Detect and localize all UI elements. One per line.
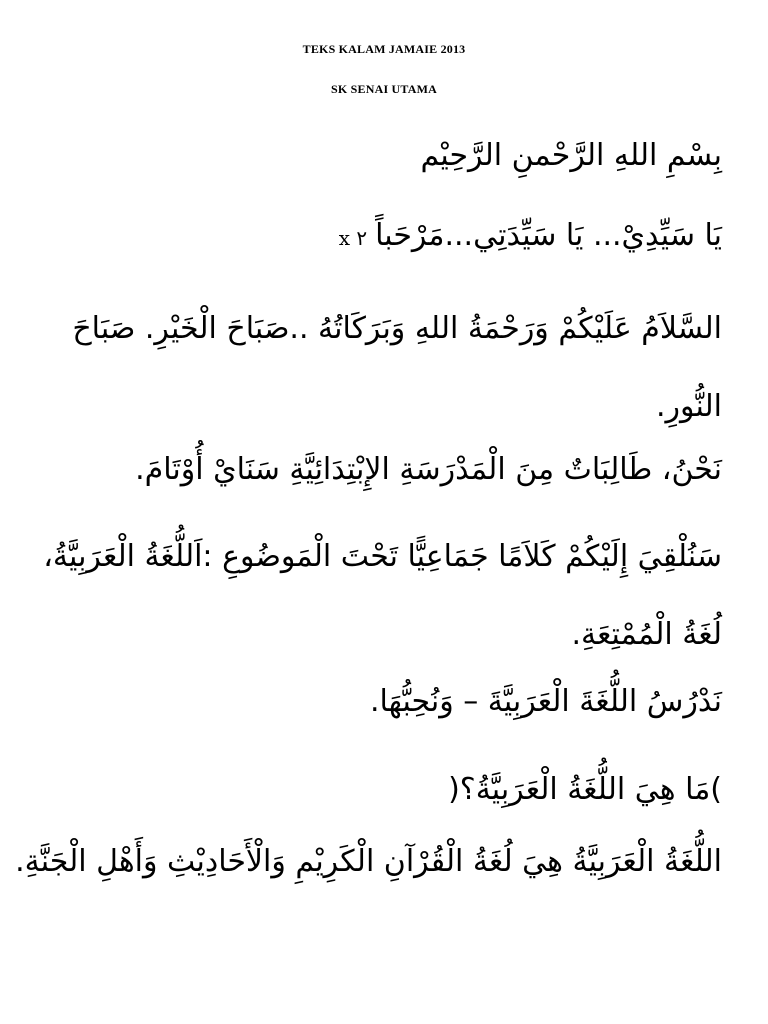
study-line: نَدْرُسُ اللُّغَةَ الْعَرَبِيَّةَ – وَنُحِبُّهَا. <box>369 684 722 719</box>
salam-paragraph: السَّلاَمُ عَلَيْكُمْ وَرَحْمَةُ اللهِ وَبَرَكَاتُهُ ..صَبَاحَ الْخَيْرِ. صَبَاحَ النُّورِ. <box>72 311 722 424</box>
intro-line: نَحْنُ، طَالِبَاتٌ مِنَ الْمَدْرَسَةِ الإِبْتِدَائِيَّةِ سَنَايْ أُوْتَامَ. <box>135 452 722 487</box>
basmalah-line: بِسْمِ اللهِ الرَّحْمنِ الرَّحِيْم <box>420 138 722 173</box>
answer-line: اللُّغَةُ الْعَرَبِيَّةُ هِيَ لُغَةُ الْقُرْآنِ الْكَرِيْمِ وَالْأَحَادِيْثِ وَأَهْلِ الْجَنَّةِ. <box>15 844 722 879</box>
question-line: )مَا هِيَ اللُّغَةُ الْعَرَبِيَّةُ؟( <box>448 772 722 807</box>
greeting-line <box>42 216 722 258</box>
school-name: SK SENAI UTAMA <box>331 82 437 96</box>
greeting-text: يَا سَيِّدِيْ... يَا سَيِّدَتِي...مَرْحَباً <box>375 218 722 253</box>
topic-paragraph: سَنُلْقِيَ إِلَيْكُمْ كَلاَمًا جَمَاعِيًّا تَحْتَ الْمَوضُوعِ :اَللُّغَةُ الْعَرَبِيَّةُ، لُغَةُ الْمُمْتِعَةِ. <box>43 539 722 652</box>
document-title: TEKS KALAM JAMAIE 2013 <box>302 42 466 56</box>
repeat-marker: x ٢ <box>338 226 368 250</box>
